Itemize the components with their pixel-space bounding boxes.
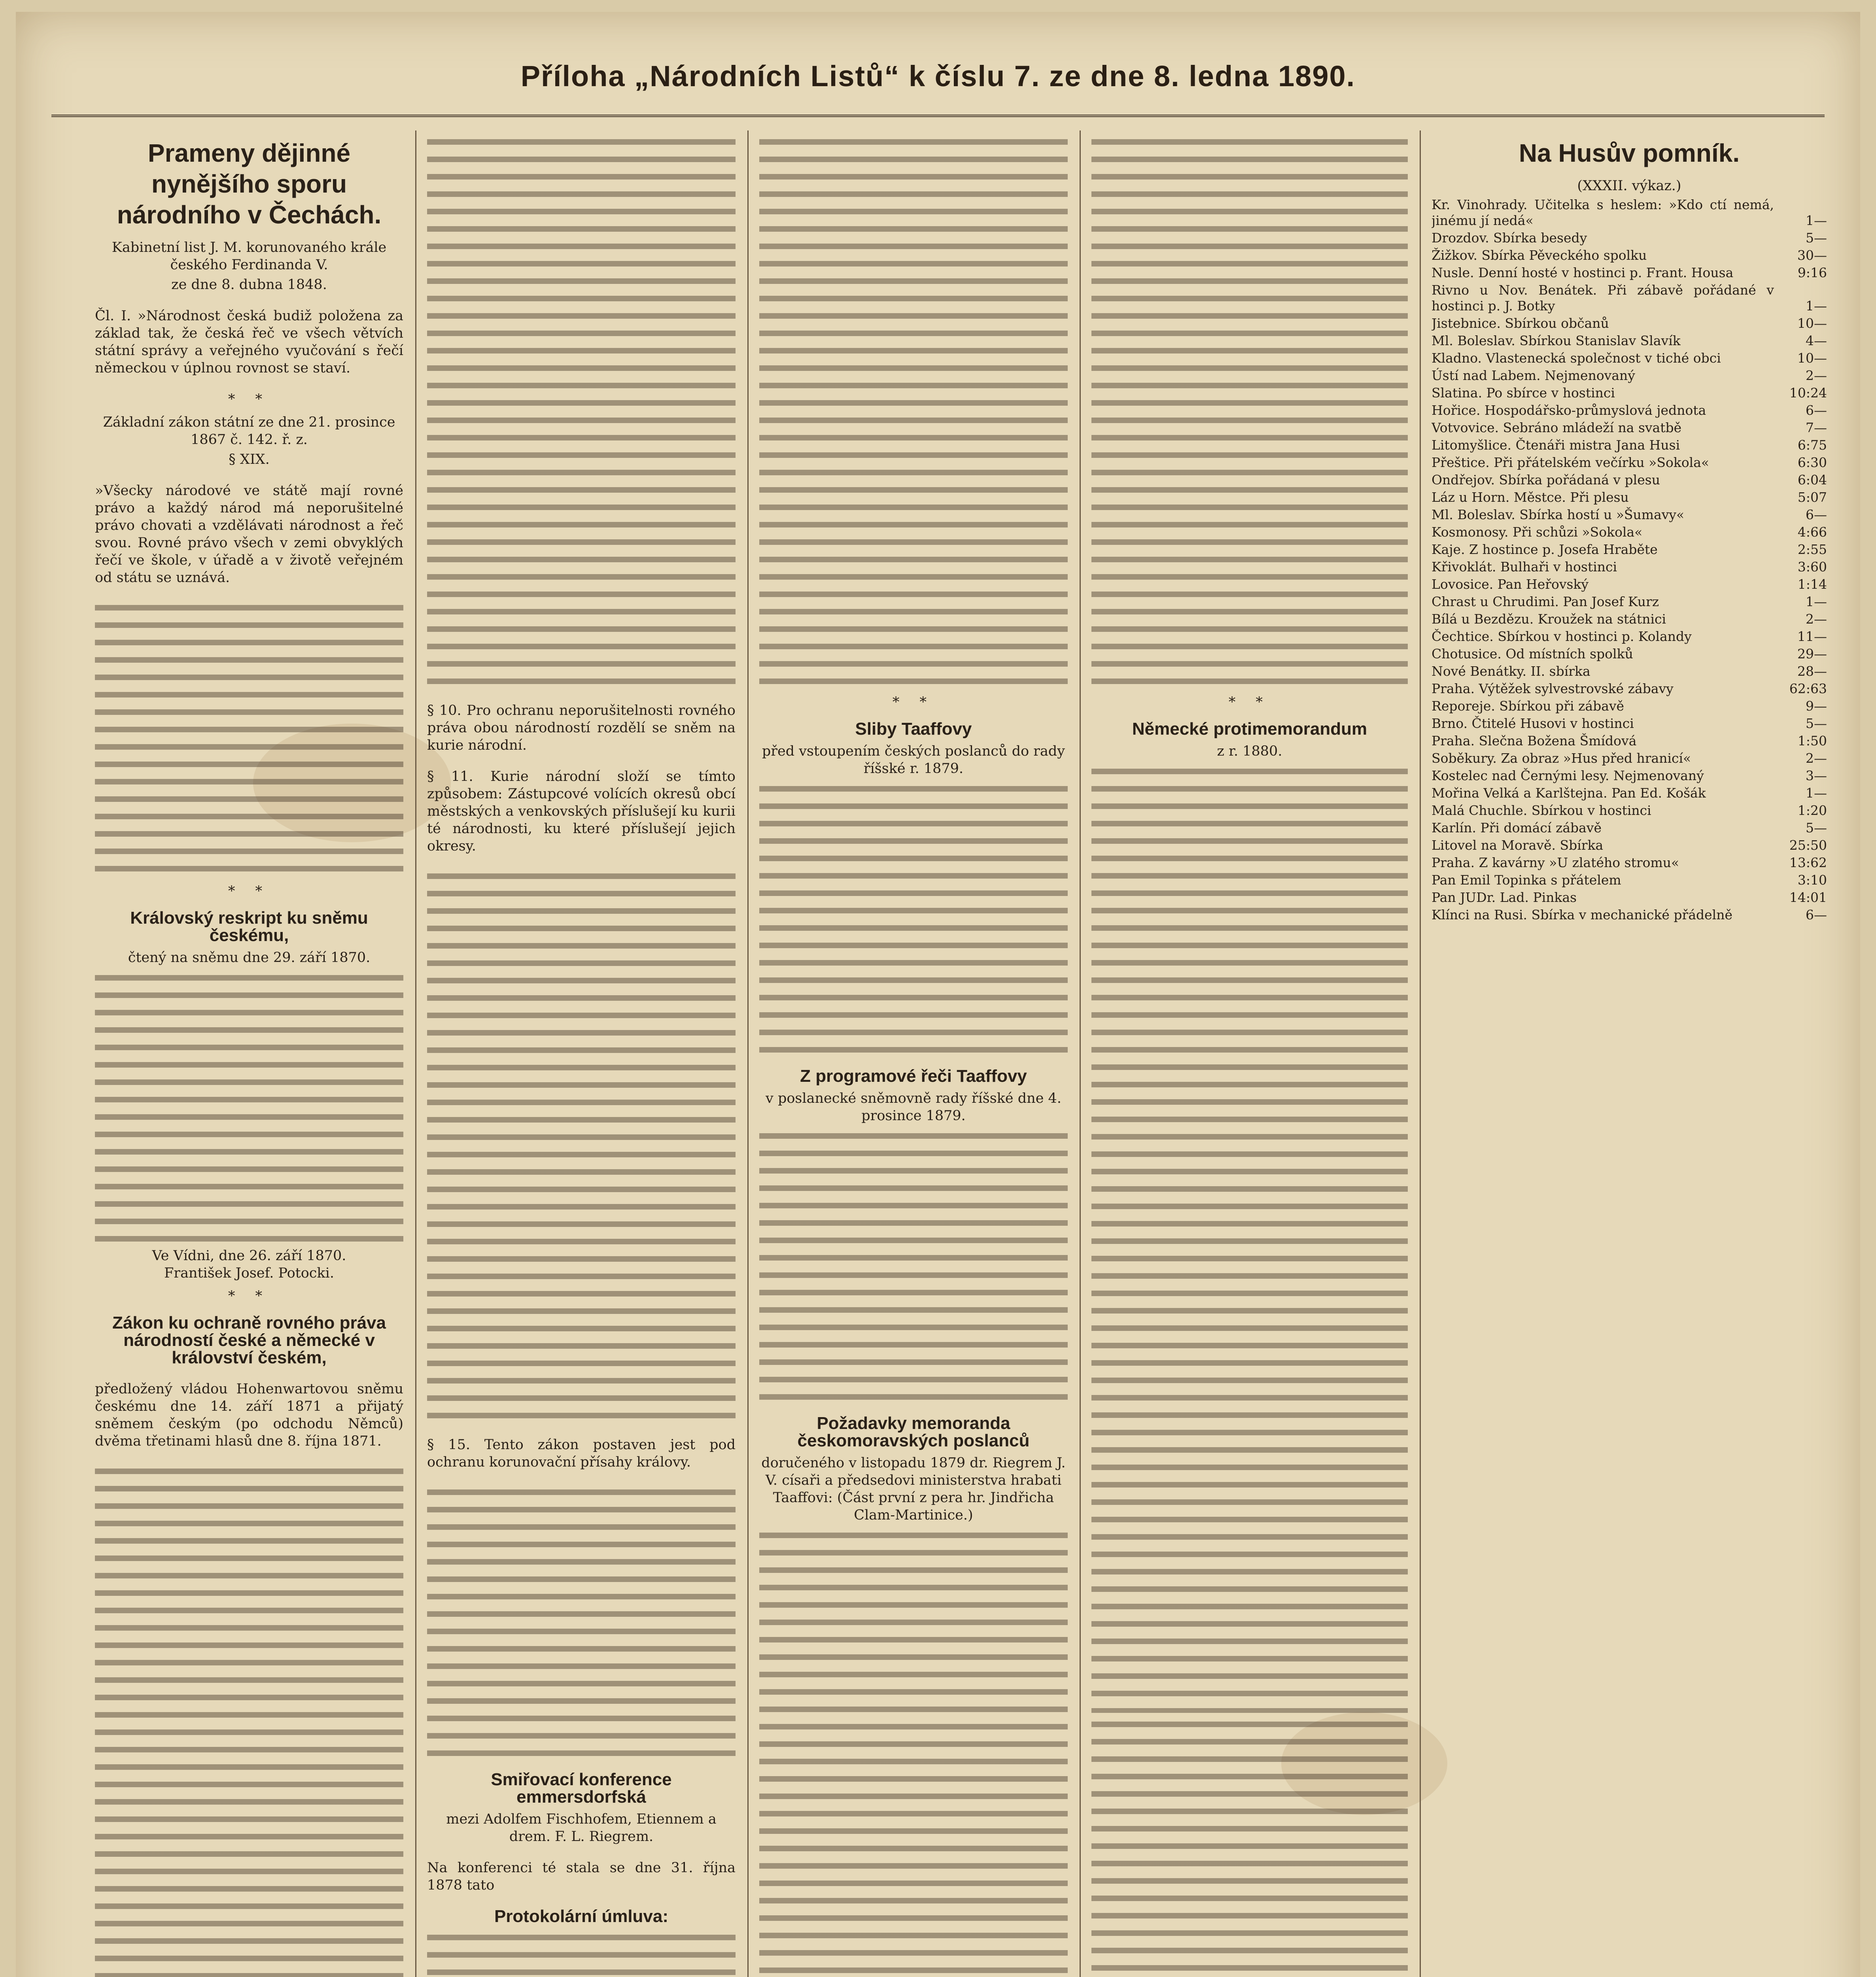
donation-row (1432, 681, 1827, 697)
donation-amount: 6— (1806, 507, 1827, 522)
reskript-signers: František Josef. Potocki. (164, 1265, 334, 1281)
donation-text: Ml. Boleslav. Sbírka hostí u »Šumavy« (1432, 507, 1685, 522)
donation-amount: 1— (1806, 298, 1827, 314)
donation-amount: 29— (1797, 646, 1827, 662)
donation-amount: 6:30 (1797, 455, 1827, 470)
donation-text: Ondřejov. Sbírka pořádaná v plesu (1432, 472, 1660, 488)
donation-row (1432, 507, 1827, 523)
donation-text: Ústí nad Labem. Nejmenovaný (1432, 368, 1635, 383)
text-block (95, 600, 403, 877)
donation-row (1432, 716, 1827, 731)
counter-memorandum-year: z r. 1880. (1217, 743, 1282, 759)
donation-amount: 6:04 (1797, 472, 1827, 488)
reskript-sign-date: Ve Vídni, dne 26. září 1870. (152, 1248, 346, 1264)
donation-text: Litovel na Moravě. Sbírka (1432, 837, 1604, 853)
donation-text: Votvovice. Sebráno mládeží na svatbě (1432, 420, 1682, 435)
donation-text: Klínci na Rusi. Sbírka v mechanické přádelně (1432, 907, 1732, 922)
donation-row (1432, 197, 1827, 229)
donation-text: Kr. Vinohrady. Učitelka s heslem: »Kdo ctí nemá, jinému jí nedá« (1432, 197, 1774, 228)
protocol-title: Protokolární úmluva: (494, 1907, 669, 1926)
divider-stars: * * (228, 1288, 270, 1304)
column-1 (95, 130, 403, 1977)
donation-row (1432, 455, 1827, 471)
reskript-title: Královský reskript ku sněmu českému, (130, 908, 368, 945)
donation-amount: 28— (1797, 663, 1827, 679)
donation-row (1432, 350, 1827, 366)
donation-amount: 62:63 (1789, 681, 1827, 696)
donation-row (1432, 524, 1827, 540)
column-2 (427, 130, 736, 1977)
donation-text: Chrast u Chrudimi. Pan Josef Kurz (1432, 594, 1659, 609)
donation-amount: 6— (1806, 403, 1827, 418)
divider-stars: * * (892, 694, 935, 710)
column-3 (759, 130, 1068, 1977)
rescript-intro: Kabinetní list J. M. korunovaného krále českého Ferdinanda V. (112, 240, 387, 273)
conference-title: Smiřovací konference emmersdorfská (491, 1770, 672, 1807)
column-rule (415, 130, 416, 1977)
donation-row (1432, 803, 1827, 818)
donation-row (1432, 837, 1827, 853)
donation-text: Reporeje. Sbírkou při zábavě (1432, 698, 1624, 714)
column-rule (747, 130, 749, 1977)
program-subtitle: v poslanecké sněmovně rady říšské dne 4. prosince 1879. (766, 1091, 1061, 1124)
article-paragraph: Čl. I. »Národnost česká budiž položena za základ tak, že česká řeč ve všech větvích státní správy a veřejného vyučování s řečí německou v úplnou rovnost se staví. (95, 308, 403, 376)
text-block (427, 869, 736, 1422)
text-block (759, 1128, 1068, 1405)
donation-amount: 7— (1806, 420, 1827, 435)
donation-row (1432, 472, 1827, 488)
donation-amount: 10:24 (1789, 385, 1827, 401)
donation-row (1432, 646, 1827, 662)
donation-amount: 10— (1797, 316, 1827, 331)
section-11: § 11. Kurie národní složí se tímto způsobem: Zástupcové volících okresů obcí městských a venkovských příslušejí ku kurii té národnosti, ku které příslušejí jejich okresy. (427, 769, 736, 854)
donation-amount: 2:55 (1797, 542, 1827, 557)
donation-text: Pan Emil Topinka s přátelem (1432, 872, 1621, 888)
donation-amount: 13:62 (1789, 855, 1827, 870)
donation-row (1432, 437, 1827, 453)
donation-row (1432, 907, 1827, 923)
column-rule (1080, 130, 1081, 1977)
donation-amount: 1:14 (1797, 576, 1827, 592)
donation-amount: 6:75 (1797, 437, 1827, 453)
law-title: Základní zákon státní ze dne 21. prosince 1867 č. 142. ř. z. (103, 414, 395, 448)
promises-title: Sliby Taaffovy (855, 719, 972, 739)
donation-row (1432, 629, 1827, 645)
donations-title: Na Husův pomník. (1519, 139, 1740, 167)
donation-row (1432, 611, 1827, 627)
text-block (1091, 134, 1408, 688)
donation-amount: 10— (1797, 350, 1827, 366)
donation-row (1432, 316, 1827, 331)
text-block (427, 1485, 736, 1762)
text-block (427, 1930, 736, 1977)
donation-text: Kaje. Z hostince p. Josefa Hraběte (1432, 542, 1658, 557)
donation-amount: 25:50 (1789, 837, 1827, 853)
section-10: § 10. Pro ochranu neporušitelnosti rovného práva obou národností rozdělí se sněm na kurie národní. (427, 703, 736, 753)
donation-text: Láz u Horn. Městce. Při plesu (1432, 490, 1629, 505)
newspaper-page (16, 12, 1860, 1977)
donation-text: Ml. Boleslav. Sbírkou Stanislav Slavík (1432, 333, 1681, 348)
promises-subtitle: před vstoupením českých poslanců do rady říšské r. 1879. (762, 743, 1065, 777)
donations-subtitle: (XXXII. výkaz.) (1577, 178, 1681, 194)
column-4 (1091, 130, 1408, 1977)
donation-amount: 5:07 (1797, 490, 1827, 505)
donation-row (1432, 368, 1827, 384)
masthead-title: Příloha „Národních Listů“ k číslu 7. ze dne 8. ledna 1890. (520, 60, 1356, 93)
donation-row (1432, 333, 1827, 349)
donation-amount: 4— (1806, 333, 1827, 348)
donation-text: Hořice. Hospodářsko-průmyslová jednota (1432, 403, 1706, 418)
donation-amount: 1:20 (1797, 803, 1827, 818)
donation-amount: 2— (1806, 368, 1827, 383)
donation-row (1432, 420, 1827, 436)
donation-text: Kostelec nad Černými lesy. Nejmenovaný (1432, 768, 1704, 783)
donation-text: Drozdov. Sbírka besedy (1432, 230, 1587, 246)
law2-title: Zákon ku ochraně rovného práva národností české a německé v království českém, (112, 1313, 386, 1367)
donation-amount: 6— (1806, 907, 1827, 922)
headline: Prameny dějinné nynějšího sporu národního v Čechách. (117, 139, 382, 229)
donations-list (1432, 197, 1827, 923)
donation-row (1432, 663, 1827, 679)
donation-text: Praha. Výtěžek sylvestrovské zábavy (1432, 681, 1674, 696)
donation-text: Přeštice. Při přátelském večírku »Sokola« (1432, 455, 1710, 470)
reskript-date: čtený na sněmu dne 29. září 1870. (128, 950, 371, 966)
donation-text: Karlín. Při domácí zábavě (1432, 820, 1602, 835)
donation-row (1432, 733, 1827, 749)
donation-text: Rivno u Nov. Benátek. Při zábavě pořádané v hostinci p. J. Botky (1432, 282, 1774, 314)
donation-text: Lovosice. Pan Heřovský (1432, 576, 1589, 592)
conference-subtitle: mezi Adolfem Fischhofem, Etiennem a drem. F. L. Riegrem. (446, 1811, 717, 1845)
donation-text: Chotusice. Od místních spolků (1432, 646, 1633, 662)
law2-body: předložený vládou Hohenwartovou sněmu českému dne 14. září 1871 a přijatý sněmem českým (po odchodu Němců) dvěma třetinami hlasů dne 8. října 1871. (95, 1381, 403, 1449)
donation-amount: 4:66 (1797, 524, 1827, 540)
text-block (1091, 764, 1408, 1713)
masthead-rule (51, 115, 1825, 117)
donation-row (1432, 403, 1827, 418)
rescript-date: ze dne 8. dubna 1848. (171, 277, 327, 293)
program-title: Z programové řeči Taaffovy (800, 1066, 1027, 1086)
section-15: § 15. Tento zákon postaven jest pod ochranu korunovační přísahy královy. (427, 1437, 736, 1470)
donation-amount: 14:01 (1789, 890, 1827, 905)
donation-row (1432, 785, 1827, 801)
donation-amount: 2— (1806, 611, 1827, 627)
donation-text: Kladno. Vlastenecká společnost v tiché obci (1432, 350, 1721, 366)
donation-amount: 3— (1806, 768, 1827, 783)
donation-amount: 1— (1806, 594, 1827, 609)
donation-text: Nové Benátky. II. sbírka (1432, 663, 1590, 679)
donation-amount: 1:50 (1797, 733, 1827, 748)
counter-memorandum-title: Německé protimemorandum (1132, 719, 1367, 739)
text-block (95, 1464, 403, 1977)
text-block (1091, 1717, 1408, 1977)
law-section: § XIX. (229, 452, 270, 467)
donation-text: Bílá u Bezdězu. Kroužek na státnici (1432, 611, 1666, 627)
donation-amount: 11— (1797, 629, 1827, 644)
donation-row (1432, 890, 1827, 905)
donation-text: Křivoklát. Bulhaři v hostinci (1432, 559, 1617, 575)
text-block (759, 781, 1068, 1058)
donation-amount: 3:60 (1797, 559, 1827, 575)
donation-amount: 5— (1806, 820, 1827, 835)
donation-row (1432, 248, 1827, 263)
donation-row (1432, 490, 1827, 505)
donation-text: Jistebnice. Sbírkou občanů (1432, 316, 1609, 331)
donation-row (1432, 282, 1827, 314)
donation-text: Žižkov. Sbírka Pěveckého spolku (1432, 248, 1647, 263)
donation-amount: 1— (1806, 213, 1827, 228)
donation-text: Kosmonosy. Při schůzi »Sokola« (1432, 524, 1643, 540)
donation-amount: 9— (1806, 698, 1827, 714)
text-block (759, 134, 1068, 688)
donation-text: Malá Chuchle. Sbírkou v hostinci (1432, 803, 1651, 818)
law-body: »Všecky národové ve státě mají rovné právo a každý národ má neporušitelné právo chovati a vzdělávati národnost a řeč svou. Rovné právo všech v zemi obvyklých řečí ve škole, v úřadě a v životě veřejném od státu se uznává. (95, 483, 403, 586)
donation-amount: 5— (1806, 230, 1827, 246)
conference-date: Na konferenci té stala se dne 31. října 1878 tato (427, 1860, 736, 1893)
donation-row (1432, 230, 1827, 246)
donation-amount: 1— (1806, 785, 1827, 801)
donation-text: Mořina Velká a Karlštejna. Pan Ed. Košák (1432, 785, 1706, 801)
donation-text: Soběkury. Za obraz »Hus před hranicí« (1432, 750, 1691, 766)
donation-text: Praha. Z kavárny »U zlatého stromu« (1432, 855, 1679, 870)
donation-text: Slatina. Po sbírce v hostinci (1432, 385, 1615, 401)
donation-amount: 9:16 (1797, 265, 1827, 280)
column-rule (1420, 130, 1421, 1977)
donation-row (1432, 820, 1827, 836)
donation-row (1432, 872, 1827, 888)
donation-row (1432, 750, 1827, 766)
donation-row (1432, 542, 1827, 558)
donation-row (1432, 855, 1827, 871)
donation-row (1432, 265, 1827, 281)
donation-text: Čechtice. Sbírkou v hostinci p. Kolandy (1432, 629, 1692, 644)
donation-amount: 2— (1806, 750, 1827, 766)
donation-text: Brno. Čtitelé Husovi v hostinci (1432, 716, 1634, 731)
donation-amount: 30— (1797, 248, 1827, 263)
divider-stars: * * (228, 391, 270, 407)
donation-amount: 3:10 (1797, 872, 1827, 888)
text-block (95, 970, 403, 1247)
donation-row (1432, 698, 1827, 714)
memoranda-subtitle: doručeného v listopadu 1879 dr. Riegrem J. V. císaři a předsedovi ministerstva hrabati Taaffovi: (Část první z pera hr. Jindřicha Clam-Martinice.) (761, 1455, 1066, 1523)
donation-text: Litomyšlice. Čtenáři mistra Jana Husi (1432, 437, 1680, 453)
divider-stars: * * (228, 883, 270, 899)
donation-row (1432, 559, 1827, 575)
donation-text: Praha. Slečna Božena Šmídová (1432, 733, 1637, 748)
divider-stars: * * (1228, 694, 1271, 710)
donation-row (1432, 768, 1827, 784)
text-block (759, 1528, 1068, 1977)
text-block (427, 134, 736, 688)
donation-text: Pan JUDr. Lad. Pinkas (1432, 890, 1577, 905)
donation-amount: 5— (1806, 716, 1827, 731)
donation-text: Nusle. Denní hosté v hostinci p. Frant. Housa (1432, 265, 1734, 280)
memoranda-title: Požadavky memoranda českomoravských poslanců (797, 1414, 1030, 1450)
donation-row (1432, 576, 1827, 592)
donation-row (1432, 385, 1827, 401)
column-5 (1432, 130, 1827, 1977)
donation-row (1432, 594, 1827, 610)
